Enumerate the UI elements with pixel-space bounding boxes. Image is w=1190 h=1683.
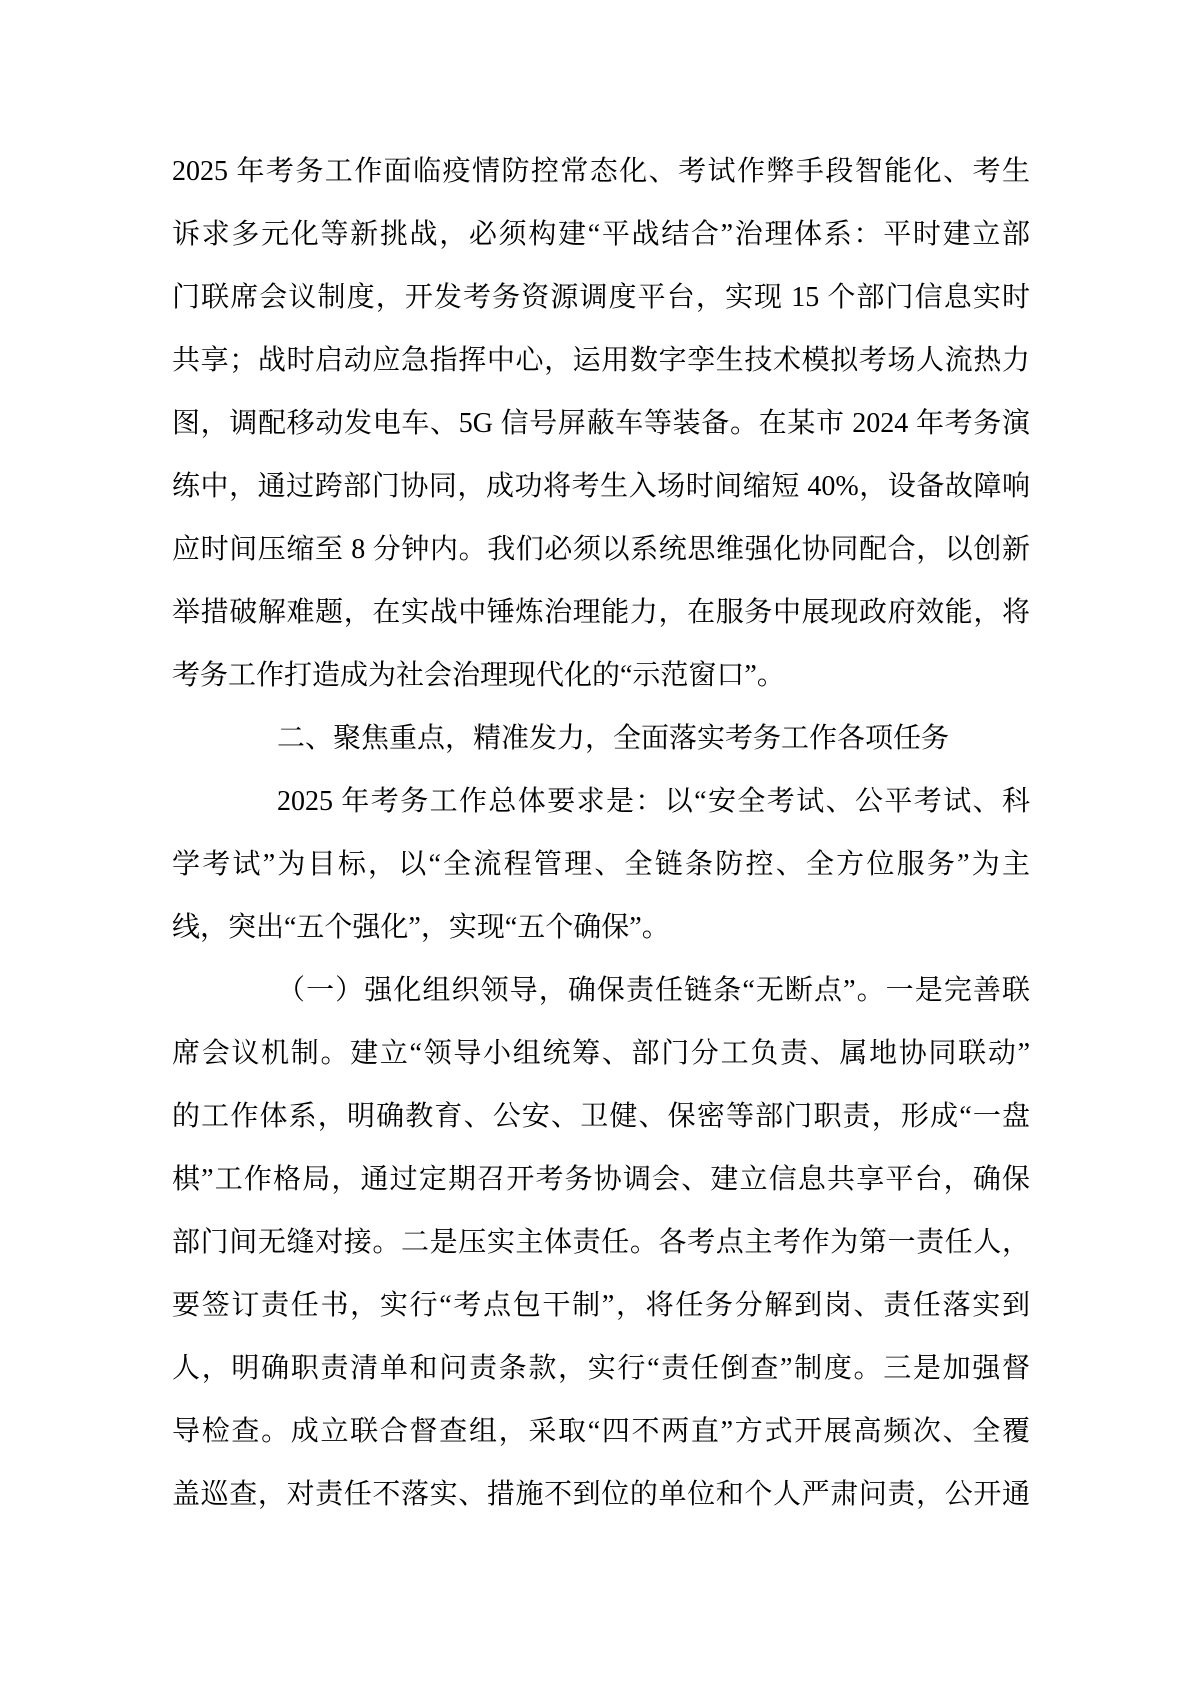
text-line: 人，明确职责清单和问责条款，实行“责任倒查”制度。三是加强督 xyxy=(172,1353,1030,1384)
text-line: 应时间压缩至 8 分钟内。我们必须以系统思维强化协同配合，以创新 xyxy=(172,534,1030,565)
text-line: 线，突出“五个强化”，实现“五个确保”。 xyxy=(172,912,670,943)
text-line: 学考试”为目标，以“全流程管理、全链条防控、全方位服务”为主 xyxy=(172,849,1030,880)
text-line: 要签订责任书，实行“考点包干制”，将任务分解到岗、责任落实到 xyxy=(172,1290,1030,1321)
text-line: 棋”工作格局，通过定期召开考务协调会、建立信息共享平台，确保 xyxy=(172,1164,1030,1195)
text-line: 2025 年考务工作面临疫情防控常态化、考试作弊手段智能化、考生 xyxy=(172,156,1030,187)
body-paragraph-continuation xyxy=(172,140,1030,707)
text-line: 门联席会议制度，开发考务资源调度平台，实现 15 个部门信息实时 xyxy=(172,282,1030,313)
text-line: 的工作体系，明确教育、公安、卫健、保密等部门职责，形成“一盘 xyxy=(172,1101,1030,1132)
text-line: 导检查。成立联合督查组，采取“四不两直”方式开展高频次、全覆 xyxy=(172,1416,1030,1447)
text-line: 练中，通过跨部门协同，成功将考生入场时间缩短 40%，设备故障响 xyxy=(172,471,1030,502)
text-line: 二、聚焦重点，精准发力，全面落实考务工作各项任务 xyxy=(277,723,950,754)
text-line: 举措破解难题，在实战中锤炼治理能力，在服务中展现政府效能，将 xyxy=(172,597,1030,628)
text-line: 图，调配移动发电车、5G 信号屏蔽车等装备。在某市 2024 年考务演 xyxy=(172,408,1030,439)
section-2-heading xyxy=(172,707,1030,770)
text-line: 盖巡查，对责任不落实、措施不到位的单位和个人严肃问责，公开通 xyxy=(172,1479,1030,1510)
item-1-organization-leadership-paragraph xyxy=(172,959,1030,1526)
text-line: 2025 年考务工作总体要求是：以“安全考试、公平考试、科 xyxy=(277,786,1030,817)
document-body xyxy=(172,140,1030,1526)
text-line: 席会议机制。建立“领导小组统筹、部门分工负责、属地协同联动” xyxy=(172,1038,1030,1069)
text-line: （一）强化组织领导，确保责任链条“无断点”。一是完善联 xyxy=(277,975,1030,1006)
overall-requirements-paragraph xyxy=(172,770,1030,959)
text-line: 共享；战时启动应急指挥中心，运用数字孪生技术模拟考场人流热力 xyxy=(172,345,1030,376)
text-line: 部门间无缝对接。二是压实主体责任。各考点主考作为第一责任人， xyxy=(172,1227,1030,1258)
text-line: 诉求多元化等新挑战，必须构建“平战结合”治理体系：平时建立部 xyxy=(172,219,1030,250)
text-line: 考务工作打造成为社会治理现代化的“示范窗口”。 xyxy=(172,660,785,691)
